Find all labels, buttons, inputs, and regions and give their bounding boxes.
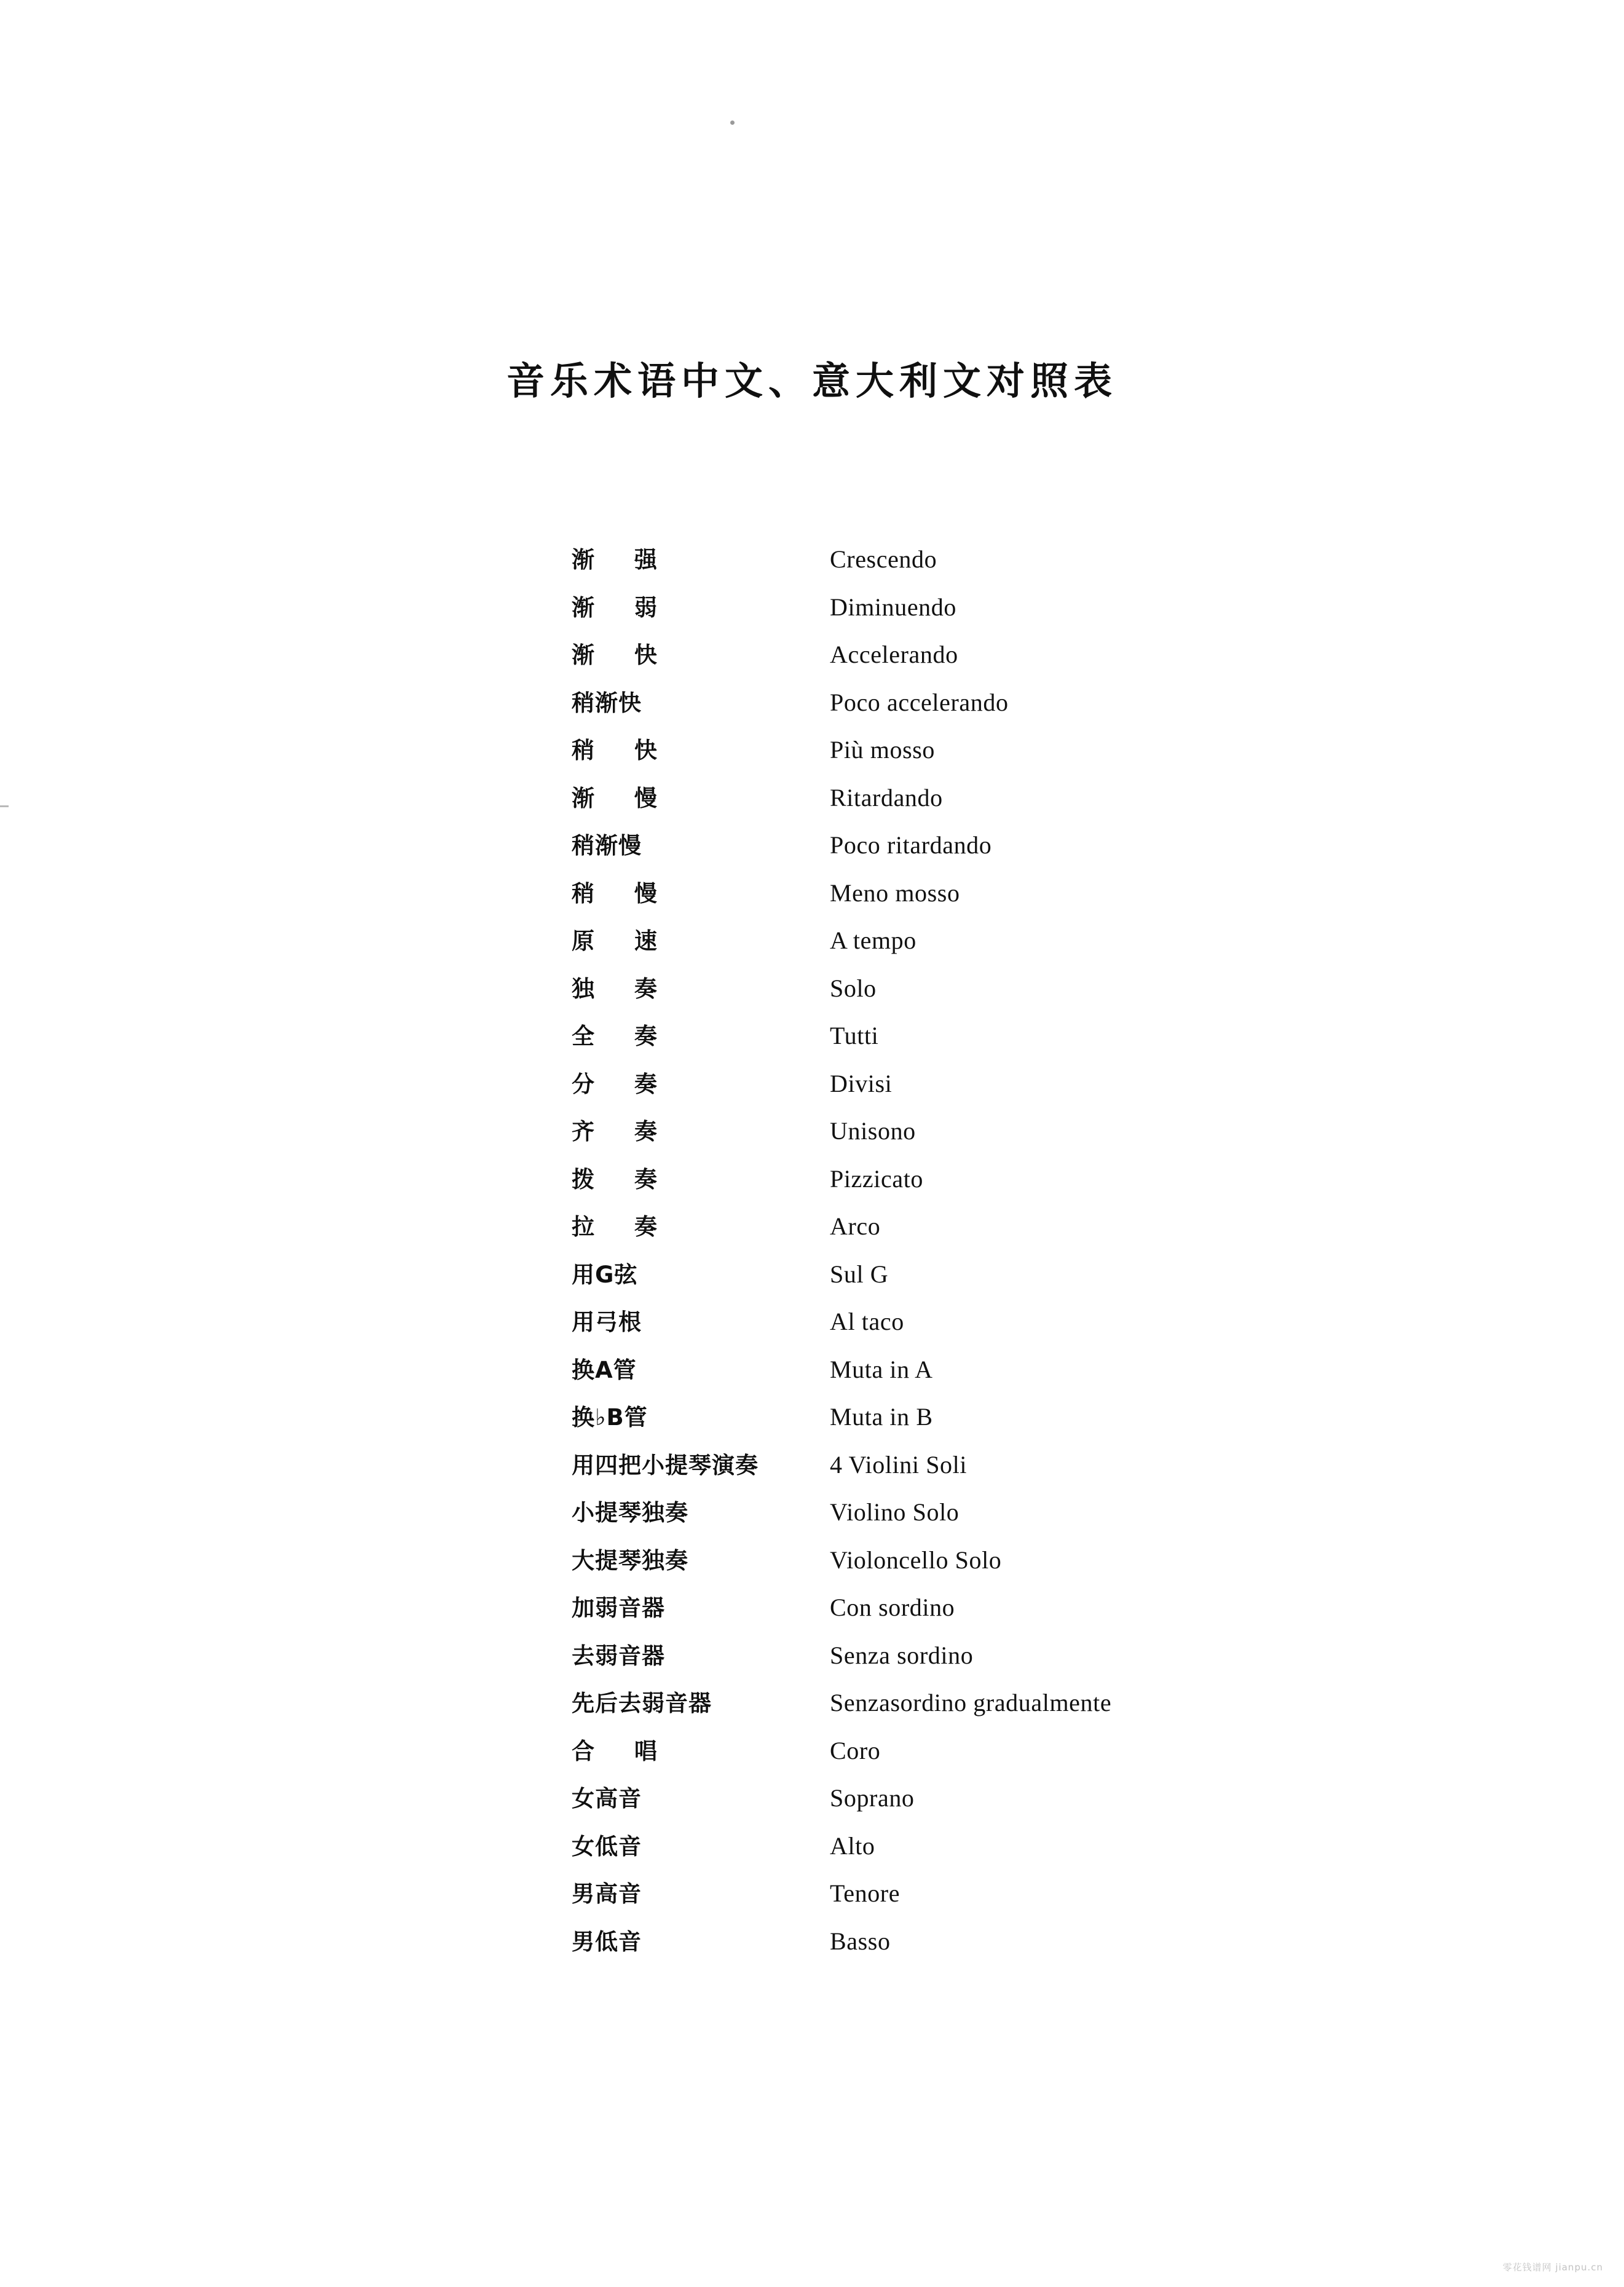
table-row <box>572 1017 1432 1065</box>
term-chinese: 用弓根 <box>572 1309 642 1335</box>
table-row <box>572 589 1432 637</box>
term-italian: Accelerando <box>830 641 958 668</box>
term-chinese: 渐 快 <box>572 642 673 668</box>
table-row <box>572 1303 1432 1351</box>
term-chinese: 先后去弱音器 <box>572 1690 712 1716</box>
term-chinese: 渐 弱 <box>572 594 673 621</box>
table-row <box>572 1065 1432 1113</box>
term-italian: Basso <box>830 1927 891 1955</box>
table-row <box>572 1828 1432 1876</box>
table-row <box>572 732 1432 780</box>
term-chinese: 换♭B管 <box>572 1404 648 1431</box>
table-row <box>572 1351 1432 1399</box>
term-italian: Poco ritardando <box>830 831 992 859</box>
term-italian: Alto <box>830 1831 875 1860</box>
term-italian: Al taco <box>830 1308 904 1335</box>
term-chinese: 齐 奏 <box>572 1118 673 1145</box>
term-chinese: 换A管 <box>572 1356 637 1383</box>
table-row <box>572 780 1432 828</box>
term-italian: Muta in B <box>830 1403 933 1431</box>
term-chinese: 女低音 <box>572 1833 642 1860</box>
table-row <box>572 1399 1432 1447</box>
term-italian: Coro <box>830 1736 881 1764</box>
term-italian: Unisono <box>830 1117 916 1145</box>
term-chinese: 用G弦 <box>572 1261 638 1288</box>
term-chinese: 男高音 <box>572 1881 642 1907</box>
glossary-table <box>572 541 1432 1970</box>
table-row <box>572 1780 1432 1828</box>
term-chinese: 稍 慢 <box>572 880 673 907</box>
term-chinese: 大提琴独奏 <box>572 1547 688 1574</box>
table-row <box>572 875 1432 923</box>
term-italian: Sul G <box>830 1260 889 1288</box>
term-italian: Soprano <box>830 1784 915 1812</box>
term-chinese: 原 速 <box>572 928 673 954</box>
scan-artifact-tick-left <box>0 805 9 807</box>
term-italian: Muta in A <box>830 1355 933 1383</box>
term-italian: Con sordino <box>830 1594 955 1621</box>
table-row <box>572 1923 1432 1971</box>
table-row <box>572 1542 1432 1590</box>
term-chinese: 加弱音器 <box>572 1595 665 1621</box>
term-chinese: 稍 快 <box>572 737 673 764</box>
term-italian: Violino Solo <box>830 1498 960 1526</box>
term-italian: Poco accelerando <box>830 688 1009 716</box>
term-chinese: 稍渐慢 <box>572 832 642 859</box>
table-row <box>572 1875 1432 1923</box>
watermark: 零花钱谱网 jianpu.cn <box>1502 2262 1603 2273</box>
term-italian: Violoncello Solo <box>830 1546 1002 1574</box>
table-row <box>572 1256 1432 1304</box>
table-row <box>572 970 1432 1018</box>
term-chinese: 分 奏 <box>572 1070 673 1097</box>
page-title: 音乐术语中文、意大利文对照表 <box>506 358 1117 403</box>
table-row <box>572 1732 1432 1780</box>
term-chinese: 稍渐快 <box>572 689 642 716</box>
term-chinese: 渐 强 <box>572 547 673 573</box>
table-row <box>572 684 1432 732</box>
term-chinese: 女高音 <box>572 1785 642 1812</box>
table-row <box>572 636 1432 684</box>
term-chinese: 合 唱 <box>572 1737 673 1764</box>
term-chinese: 男低音 <box>572 1928 642 1955</box>
term-italian: Tenore <box>830 1879 901 1907</box>
term-chinese: 独 奏 <box>572 975 673 1002</box>
term-italian: Senzasordino gradualmente <box>830 1689 1112 1716</box>
term-chinese: 渐 慢 <box>572 784 673 812</box>
table-row <box>572 541 1432 589</box>
table-row <box>572 1208 1432 1256</box>
term-italian: Tutti <box>830 1022 879 1049</box>
scan-artifact-dot <box>730 120 735 125</box>
table-row <box>572 1161 1432 1209</box>
table-row <box>572 1494 1432 1542</box>
term-italian: Senza sordino <box>830 1641 974 1669</box>
term-chinese: 拉 奏 <box>572 1214 673 1240</box>
table-row <box>572 1113 1432 1161</box>
table-row <box>572 1447 1432 1495</box>
term-italian: 4 Violini Soli <box>830 1450 968 1479</box>
term-italian: Diminuendo <box>830 593 956 621</box>
table-row <box>572 1589 1432 1637</box>
term-italian: Crescendo <box>830 545 937 573</box>
term-italian: Solo <box>830 974 877 1002</box>
term-italian: Ritardando <box>830 783 943 812</box>
term-chinese: 全 奏 <box>572 1023 673 1049</box>
term-italian: Arco <box>830 1212 881 1240</box>
term-chinese: 去弱音器 <box>572 1642 665 1669</box>
table-row <box>572 1685 1432 1732</box>
term-italian: Più mosso <box>830 736 936 764</box>
term-italian: Divisi <box>830 1069 893 1097</box>
term-italian: A tempo <box>830 926 916 954</box>
table-row <box>572 922 1432 970</box>
table-row <box>572 827 1432 875</box>
term-italian: Pizzicato <box>830 1164 924 1193</box>
term-chinese: 拨 奏 <box>572 1166 673 1193</box>
term-italian: Meno mosso <box>830 879 960 907</box>
term-chinese: 小提琴独奏 <box>572 1499 688 1526</box>
table-row <box>572 1637 1432 1685</box>
term-chinese: 用四把小提琴演奏 <box>572 1452 759 1479</box>
